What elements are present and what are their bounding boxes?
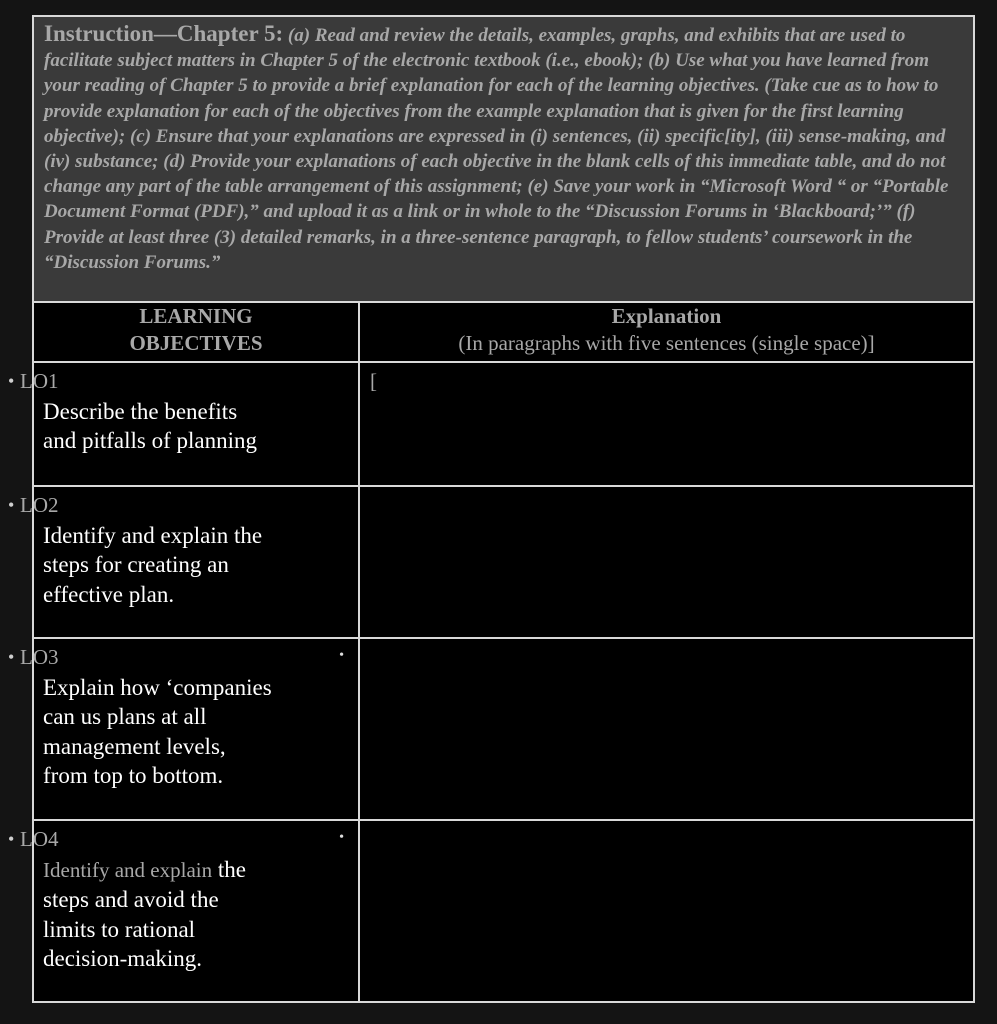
table-row: [33, 638, 974, 820]
bullet-icon: •: [8, 647, 15, 667]
objective-id: LO4: [20, 827, 59, 851]
bullet-dot-icon: •: [339, 648, 344, 663]
explanation-text: [: [370, 369, 377, 393]
objective-id: LO2: [20, 493, 59, 517]
table-row: [33, 820, 974, 1002]
explanation-cell-lo3[interactable]: [359, 638, 974, 820]
explanation-header-title: Explanation: [611, 304, 722, 328]
objective-cell-lo2: [8, 486, 359, 638]
bullet-dot-icon: •: [339, 830, 344, 845]
explanation-header: [359, 302, 974, 362]
objective-text: Explain how ‘companies can us plans at all management levels, from top to bottom.: [43, 675, 272, 788]
objective-cell-lo3: [8, 638, 359, 820]
objective-cell-lo1: [8, 362, 359, 486]
objectives-header: [33, 302, 359, 362]
assignment-table: [8, 15, 975, 1003]
objectives-header-line2: OBJECTIVES: [129, 331, 263, 355]
objective-text: [43, 855, 273, 973]
explanation-cell-lo4[interactable]: [359, 820, 974, 1002]
explanation-cell-lo1[interactable]: [359, 362, 974, 486]
objective-cell-lo4: [8, 820, 359, 1002]
bullet-icon: •: [8, 829, 15, 849]
objective-text-rest: the steps and avoid the limits to rational decision-making.: [43, 857, 246, 971]
instruction-lead: Instruction—Chapter 5:: [44, 21, 284, 46]
objective-text-dim: Identify and explain: [43, 858, 213, 882]
objective-id: LO1: [20, 369, 59, 393]
instruction-cell: [33, 16, 974, 302]
explanation-header-subtitle: (In paragraphs with five sentences (single space)]: [458, 331, 875, 355]
table-row: [33, 362, 974, 486]
explanation-cell-lo2[interactable]: [359, 486, 974, 638]
objectives-header-line1: LEARNING: [139, 304, 253, 328]
table-row: [33, 486, 974, 638]
instruction-body: (a) Read and review the details, examples, graphs, and exhibits that are used to facilitate subject matters in Chapter 5 of the electronic textbook (i.e., ebook); (b) Use what you have learned from your reading of Chapter 5 to provide a brief explanation for each of the learning objectives. (Take cue as to how to provide explanation for each of the objectives from the example explanation that is given for the first learning objective); (c) Ensure that your explanations are expressed in (i) sentences, (ii) specific[ity], (iii) sense-making, and (iv) substance; (d) Provide your explanations of each objective in the blank cells of this immediate table, and do not change any part of the table arrangement of this assignment; (e) Save your work in “Microsoft Word “ or “Portable Document Format (PDF),” and upload it as a link or in whole to the “Discussion Forums in ‘Blackboard;’” (f) Provide at least three (3) detailed remarks, in a three-sentence paragraph, to fellow students’ coursework in the “Discussion Forums.”: [44, 25, 949, 273]
objective-text: Describe the benefits and pitfalls of planning: [43, 399, 257, 454]
objective-text: Identify and explain the steps for creating an effective plan.: [43, 523, 263, 607]
bullet-icon: •: [8, 495, 15, 515]
objective-id: LO3: [20, 645, 59, 669]
bullet-icon: •: [8, 371, 15, 391]
instruction-text: [34, 17, 973, 275]
